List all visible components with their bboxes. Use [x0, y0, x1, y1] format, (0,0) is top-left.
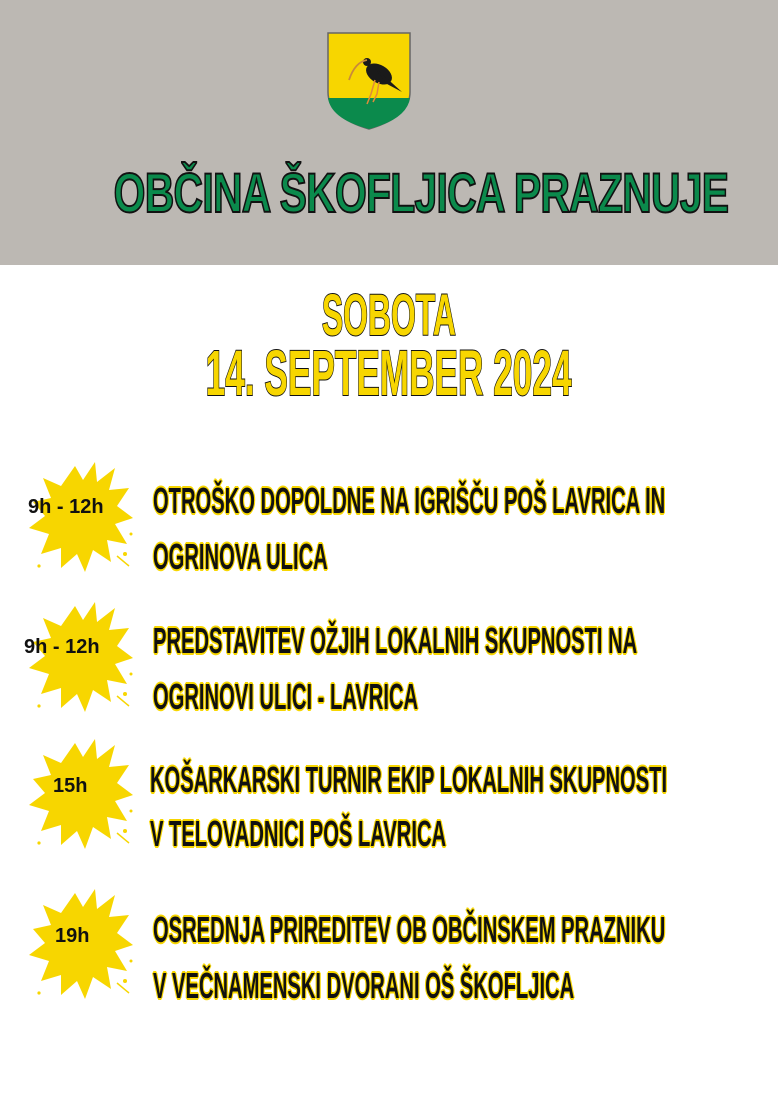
event-day: SOBOTA: [321, 283, 457, 348]
event-description-line: V VEČNAMENSKI DVORANI OŠ ŠKOFLJICA: [153, 965, 575, 1006]
event-description-line: OTROŠKO DOPOLDNE NA IGRIŠČU POŠ LAVRICA IN: [153, 480, 666, 521]
event-description-line: V TELOVADNICI POŠ LAVRICA: [150, 813, 447, 854]
event-description-line: OSREDNJA PRIREDITEV OB OBČINSKEM PRAZNIKU: [153, 909, 666, 950]
event-time: 19h: [55, 925, 90, 947]
event-description-line: PREDSTAVITEV OŽJIH LOKALNIH SKUPNOSTI NA: [153, 620, 638, 661]
event-description-line: KOŠARKARSKI TURNIR EKIP LOKALNIH SKUPNOSTI: [150, 759, 668, 800]
event-description-line: OGRINOVI ULICI - LAVRICA: [153, 676, 419, 717]
event-time: 9h - 12h: [24, 636, 100, 658]
header-banner: [0, 0, 778, 265]
event-time: 15h: [53, 775, 88, 797]
event-time: 9h - 12h: [28, 496, 104, 518]
coat-of-arms-icon: [327, 32, 411, 130]
event-date: 14. SEPTEMBER 2024: [206, 337, 572, 409]
event-description-line: OGRINOVA ULICA: [153, 536, 328, 577]
page-title: OBČINA ŠKOFLJICA PRAZNUJE: [113, 161, 729, 224]
